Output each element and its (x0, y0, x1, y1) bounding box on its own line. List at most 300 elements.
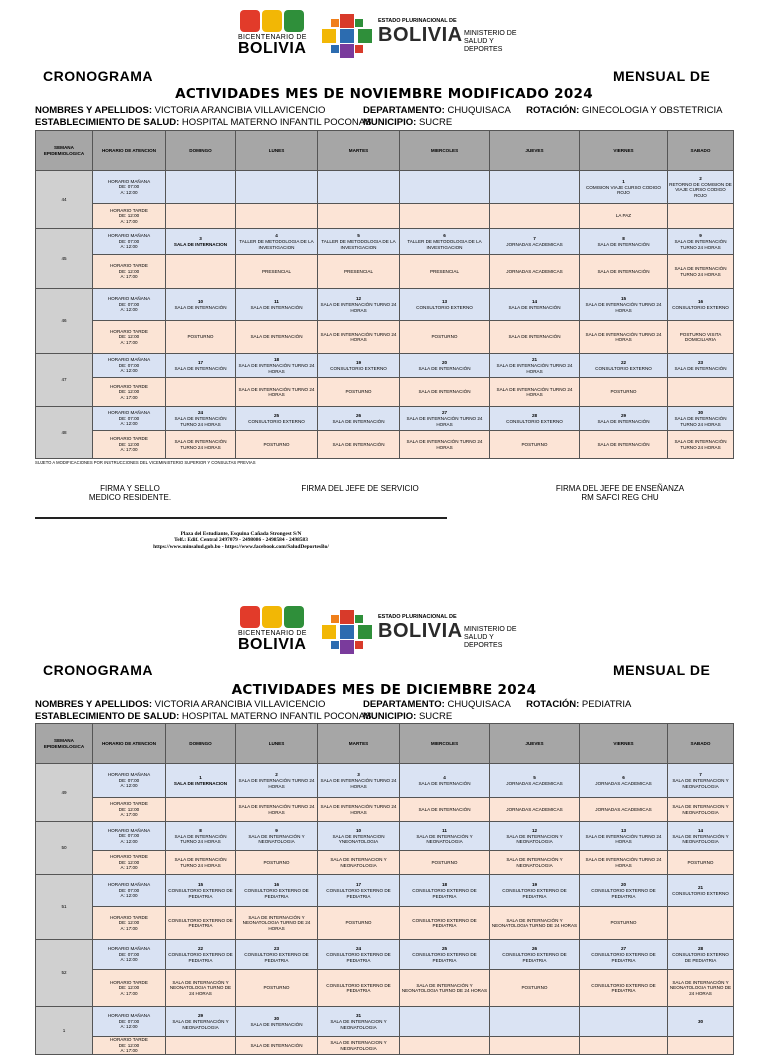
schedule-cell-afternoon: CONSULTORIO EXTERNO DE PEDIATRIA (400, 907, 490, 940)
schedule-cell-afternoon: SALA DE INTERNACIÓN Y NEONATOLOGIA TURNO DE 24 HORAS (236, 907, 318, 940)
horario-header: HORARIO DE ATENCION (93, 131, 166, 171)
schedule-cell-afternoon: POSTURNO (236, 970, 318, 1007)
signature-residente: FIRMA Y SELLO MEDICO RESIDENTE. (88, 484, 172, 502)
schedule-cell-morning (668, 171, 734, 204)
activity-text: SALA DE INTERNACIÓN (418, 780, 471, 786)
schedule-cell-afternoon: CONSULTORIO EXTERNO DE PEDIATRIA (318, 970, 400, 1007)
schedule-cell-afternoon (166, 255, 236, 289)
schedule-cell-morning (668, 1007, 734, 1037)
schedule-cell-afternoon: SALA DE INTERNACIÓN TURNO 24 HORAS (236, 798, 318, 822)
schedule-cell-morning (166, 822, 236, 851)
day-number: 13 (620, 827, 627, 833)
schedule-cell-afternoon (490, 1037, 580, 1055)
schedule-cell-morning (490, 875, 580, 907)
day-number: 18 (441, 882, 448, 888)
schedule-cell-afternoon: SALA DE INTERNACION Y NEONATOLOGIA (668, 798, 734, 822)
day-header: DOMINGO (166, 131, 236, 171)
schedule-cell-morning (400, 171, 490, 204)
schedule-cell-morning (236, 822, 318, 851)
schedule-cell-morning (400, 229, 490, 255)
activity-text: CONSULTORIO EXTERNO DE PEDIATRIA (168, 952, 233, 963)
schedule-cell-afternoon: POSTURNO (490, 431, 580, 459)
schedule-cell-morning (236, 1007, 318, 1037)
activity-text: SALA DE INTERNACION (173, 241, 228, 247)
activity-text: SALA DE INTERNACION YNEONATOLOGIA (332, 833, 385, 844)
day-number: 28 (531, 412, 538, 418)
activity-text: CONSULTORIO EXTERNO (672, 890, 729, 896)
day-header: MIERCOLES (400, 131, 490, 171)
day-number: 14 (697, 827, 704, 833)
schedule-cell-afternoon: SALA DE INTERNACIÓN Y NEONATOLOGIA TURNO DE 24 HORAS (490, 907, 580, 940)
day-number: 27 (620, 946, 627, 952)
schedule-cell-afternoon: SALA DE INTERNACIÓN (400, 798, 490, 822)
day-number: 19 (355, 359, 362, 365)
activity-text: CONSULTORIO EXTERNO DE PEDIATRIA (591, 888, 656, 899)
activity-text: SALA DE INTERNACIÓN (597, 241, 650, 247)
schedule-cell-morning (236, 940, 318, 970)
horario-tarde-cell: HORARIO TARDE DE: 12:00 A: 17:00 (93, 970, 166, 1007)
day-number: 5 (533, 774, 536, 780)
activity-text: SALA DE INTERNACIÓN TURNO 24 HORAS (585, 833, 662, 844)
activity-text: CONSULTORIO EXTERNO DE PEDIATRIA (168, 888, 233, 899)
day-number: 29 (620, 412, 627, 418)
schedule-cell-morning (236, 289, 318, 321)
schedule-cell-afternoon: SALA DE INTERNACIÓN TURNO 24 HORAS (580, 851, 668, 875)
schedule-cell-afternoon (318, 204, 400, 229)
horario-tarde-cell: HORARIO TARDE DE: 12:00 A: 17:00 (93, 321, 166, 354)
day-number: 6 (443, 233, 446, 239)
day-header: JUEVES (490, 131, 580, 171)
schedule-cell-morning (236, 171, 318, 204)
schedule-table-december (35, 723, 734, 1055)
schedule-cell-afternoon (668, 907, 734, 940)
schedule-cell-morning (318, 229, 400, 255)
schedule-cell-afternoon (400, 1037, 490, 1055)
activity-text: SALA DE INTERNACION Y NEONATOLOGIA (506, 833, 563, 844)
schedule-cell-afternoon: POSTURNO (166, 321, 236, 354)
schedule-cell-morning (166, 764, 236, 798)
day-number: 17 (197, 359, 204, 365)
horario-manana-cell: HORARIO MAÑANA DE: 07:00 A: 12:00 (93, 1007, 166, 1037)
schedule-cell-morning (318, 822, 400, 851)
cronograma-label: CRONOGRAMA (43, 662, 153, 678)
schedule-cell-morning (580, 229, 668, 255)
day-number: 11 (274, 298, 279, 304)
departamento-line: DEPARTAMENTO: CHUQUISACA ROTACIÓN: PEDIATRIA (363, 699, 632, 710)
activity-text: SALA DE INTERNACION Y NEONATOLOGIA (330, 1019, 387, 1030)
schedule-cell-afternoon: SALA DE INTERNACIÓN Y NEONATOLOGIA TURNO DE 24 HORAS (166, 970, 236, 1007)
schedule-cell-morning (400, 407, 490, 431)
activity-text: SALA DE INTERNACION Y NEONATOLOGIA (672, 778, 729, 789)
activity-text: TALLER DE METODOLOGIA DE LA INVESTIGACION (239, 239, 314, 250)
semana-cell: 52 (36, 940, 93, 1007)
horario-manana-cell: HORARIO MAÑANA DE: 07:00 A: 12:00 (93, 822, 166, 851)
schedule-cell-afternoon: POSTURNO VISITA DOMICILIARIA (668, 321, 734, 354)
activity-text: SALA DE INTERNACIÓN (508, 304, 561, 310)
day-header: LUNES (236, 724, 318, 764)
day-number: 30 (273, 1015, 280, 1021)
schedule-cell-afternoon (166, 204, 236, 229)
day-header: SABADO (668, 131, 734, 171)
activity-text: CONSULTORIO EXTERNO DE PEDIATRIA (326, 888, 391, 899)
day-header: VIERNES (580, 724, 668, 764)
schedule-cell-afternoon (400, 204, 490, 229)
day-number: 9 (699, 233, 702, 239)
schedule-cell-morning (490, 764, 580, 798)
day-number: 10 (197, 298, 204, 304)
activity-text: SALA DE INTERNACIÓN Y NEONATOLOGIA (248, 833, 305, 844)
estado-plurinacional-logo: ESTADO PLURINACIONAL DE BOLIVIA MINISTERIO DE SALUD Y DEPORTES (322, 14, 542, 60)
day-number: 7 (533, 235, 536, 241)
schedule-cell-afternoon (668, 204, 734, 229)
schedule-cell-afternoon: SALA DE INTERNACIÓN (236, 1037, 318, 1055)
day-number: 22 (197, 946, 204, 952)
day-number: 2 (275, 772, 278, 778)
day-number: 15 (197, 882, 204, 888)
activity-text: SALA DE INTERNACIÓN TURNO 24 HORAS (238, 778, 315, 789)
day-number: 12 (531, 827, 538, 833)
day-number: 8 (622, 235, 625, 241)
schedule-cell-afternoon: SALA DE INTERNACIÓN (580, 431, 668, 459)
activity-text: SALA DE INTERNACIÓN TURNO 24 HORAS (585, 302, 662, 313)
schedule-cell-morning (318, 407, 400, 431)
day-number: 18 (273, 357, 280, 363)
schedule-cell-morning (668, 875, 734, 907)
activity-text: CONSULTORIO EXTERNO DE PEDIATRIA (591, 952, 656, 963)
schedule-cell-morning (318, 354, 400, 378)
municipio-line: MUNICIPIO: SUCRE (363, 117, 453, 128)
schedule-cell-afternoon: PRESENCIAL (400, 255, 490, 289)
schedule-cell-morning (318, 940, 400, 970)
semana-cell: 47 (36, 354, 93, 407)
activity-text: SALA DE INTERNACIÓN TURNO 24 HORAS (674, 239, 727, 250)
establecimiento-line: ESTABLECIMIENTO DE SALUD: HOSPITAL MATERNO INFANTIL POCONAS (35, 117, 372, 128)
semana-header: SEMANA EPIDEMIOLOGICA (36, 724, 93, 764)
day-number: 3 (357, 772, 360, 778)
schedule-cell-morning (490, 1007, 580, 1037)
day-number: 30 (697, 410, 704, 416)
day-number: 19 (531, 882, 538, 888)
day-number: 12 (355, 296, 362, 302)
schedule-cell-afternoon: POSTURNO (580, 907, 668, 940)
schedule-cell-afternoon: SALA DE INTERNACIÓN TURNO 24 HORAS (236, 378, 318, 407)
month-title: ACTIVIDADES MES DE NOVIEMBRE MODIFICADO 2024 (175, 86, 593, 102)
day-header: MARTES (318, 131, 400, 171)
schedule-cell-morning (318, 1007, 400, 1037)
schedule-cell-afternoon: POSTURNO (580, 378, 668, 407)
departamento-line: DEPARTAMENTO: CHUQUISACA ROTACIÓN: GINECOLOGIA Y OBSTETRICIA (363, 105, 723, 116)
day-header: MIERCOLES (400, 724, 490, 764)
day-number: 28 (697, 946, 704, 952)
day-number: 25 (441, 946, 448, 952)
horario-manana-cell: HORARIO MAÑANA DE: 07:00 A: 12:00 (93, 875, 166, 907)
schedule-cell-afternoon: SALA DE INTERNACIÓN TURNO 24 HORAS (166, 431, 236, 459)
activity-text: SALA DE INTERNACIÓN (250, 1021, 303, 1027)
day-number: 20 (620, 882, 627, 888)
schedule-cell-morning (490, 822, 580, 851)
wiphala-emblem-icon (322, 14, 372, 58)
semana-cell: 49 (36, 764, 93, 822)
schedule-cell-afternoon: SALA DE INTERNACIÓN Y NEONATOLOGIA TURNO DE 24 HORAS (400, 970, 490, 1007)
day-header: VIERNES (580, 131, 668, 171)
schedule-cell-morning (166, 229, 236, 255)
schedule-cell-afternoon: SALA DE INTERNACIÓN TURNO 24 HORAS (490, 378, 580, 407)
schedule-cell-afternoon: SALA DE INTERNACIÓN (236, 321, 318, 354)
schedule-cell-afternoon: SALA DE INTERNACIÓN TURNO 24 HORAS (166, 851, 236, 875)
day-number: 31 (355, 1013, 362, 1019)
schedule-cell-morning (400, 1007, 490, 1037)
schedule-cell-afternoon: SALA DE INTERNACIÓN TURNO 24 HORAS (668, 255, 734, 289)
footer-note: SUJETO A MODIFICACIONES POR INSTRUCCIONES DEL VICEMINISTERIO SUPERIOR Y CONSULTAS PREVIAS (35, 460, 256, 465)
schedule-cell-afternoon (166, 378, 236, 407)
semana-cell: 1 (36, 1007, 93, 1055)
mensual-label: MENSUAL DE (613, 662, 711, 678)
day-number: 1 (199, 774, 202, 780)
schedule-cell-afternoon: POSTURNO (490, 970, 580, 1007)
schedule-cell-afternoon: POSTURNO (668, 851, 734, 875)
schedule-cell-morning (400, 940, 490, 970)
activity-text: SALA DE INTERNACIÓN Y NEONATOLOGIA (672, 833, 729, 844)
activity-text: SALA DE INTERNACIÓN (332, 418, 385, 424)
activity-text: SALA DE INTERNACIÓN (174, 365, 227, 371)
schedule-cell-afternoon: SALA DE INTERNACION Y NEONATOLOGIA (318, 1037, 400, 1055)
schedule-cell-morning (668, 354, 734, 378)
schedule-cell-morning (400, 875, 490, 907)
day-number: 2 (699, 175, 702, 181)
header-logos (238, 606, 538, 660)
activity-text: CONSULTORIO EXTERNO DE PEDIATRIA (672, 952, 729, 963)
activity-text: SALA DE INTERNACIÓN (597, 418, 650, 424)
semana-cell: 44 (36, 171, 93, 229)
activity-text: SALA DE INTERNACIÓN TURNO 24 HORAS (674, 416, 727, 427)
schedule-cell-morning (166, 940, 236, 970)
horario-manana-cell: HORARIO MAÑANA DE: 07:00 A: 12:00 (93, 940, 166, 970)
schedule-cell-morning (580, 764, 668, 798)
schedule-cell-morning (400, 289, 490, 321)
schedule-cell-afternoon: LA PAZ (580, 204, 668, 229)
schedule-cell-morning (580, 940, 668, 970)
schedule-cell-afternoon: POSTURNO (318, 907, 400, 940)
day-number: 20 (441, 359, 448, 365)
day-header: MARTES (318, 724, 400, 764)
day-number: 4 (275, 233, 278, 239)
schedule-table-november (35, 130, 734, 459)
schedule-cell-afternoon (668, 1037, 734, 1055)
activity-text: CONSULTORIO EXTERNO DE PEDIATRIA (412, 952, 477, 963)
activity-text: SALA DE INTERNACIÓN TURNO 24 HORAS (406, 416, 483, 427)
semana-header: SEMANA EPIDEMIOLOGICA (36, 131, 93, 171)
divider (35, 517, 447, 519)
day-number: 26 (355, 412, 362, 418)
day-number: 17 (355, 882, 362, 888)
activity-text: CONSULTORIO EXTERNO (416, 304, 473, 310)
schedule-cell-morning (580, 171, 668, 204)
horario-tarde-cell: HORARIO TARDE DE: 12:00 A: 17:00 (93, 851, 166, 875)
activity-text: JORNADAS ACADEMICAS (595, 780, 652, 786)
activity-text: CONSULTORIO EXTERNO DE PEDIATRIA (244, 952, 309, 963)
estado-plurinacional-logo: ESTADO PLURINACIONAL DE BOLIVIA MINISTERIO DE SALUD Y DEPORTES (322, 610, 542, 656)
semana-cell: 46 (36, 289, 93, 354)
day-number: 27 (441, 410, 448, 416)
day-number: 23 (697, 359, 704, 365)
schedule-cell-afternoon: SALA DE INTERNACIÓN (580, 255, 668, 289)
schedule-cell-afternoon: POSTURNO (400, 321, 490, 354)
activity-text: SALA DE INTERNACION (173, 780, 228, 786)
schedule-cell-morning (236, 875, 318, 907)
ministry-address: Plaza del Estudiante, Esquina Cañada Strongest S/N Telf.: Edif. Central 2497079 - 2498086 - 2498584 - 2498583 https://www.minsalud.gob.bo - https://www.facebook.com/SaludDeportesBo/ (153, 531, 329, 550)
schedule-cell-afternoon (236, 204, 318, 229)
bicentenario-logo: BICENTENARIO DE BOLIVIA (238, 606, 308, 658)
activity-text: CONSULTORIO EXTERNO DE PEDIATRIA (502, 888, 567, 899)
schedule-cell-afternoon: SALA DE INTERNACIÓN (490, 321, 580, 354)
day-number: 16 (697, 298, 704, 304)
schedule-cell-morning (318, 289, 400, 321)
schedule-cell-afternoon (166, 1037, 236, 1055)
horario-manana-cell: HORARIO MAÑANA DE: 07:00 A: 12:00 (93, 229, 166, 255)
activity-text: SALA DE INTERNACIÓN TURNO 24 HORAS (238, 363, 315, 374)
schedule-cell-morning (580, 1007, 668, 1037)
schedule-cell-afternoon: POSTURNO (318, 378, 400, 407)
day-number: 22 (620, 359, 627, 365)
schedule-cell-morning (166, 171, 236, 204)
day-header: JUEVES (490, 724, 580, 764)
schedule-cell-afternoon: SALA DE INTERNACIÓN Y NEONATOLOGIA (490, 851, 580, 875)
day-number: 30 (697, 1018, 704, 1024)
schedule-cell-morning (490, 940, 580, 970)
day-number: 16 (273, 882, 280, 888)
schedule-cell-morning (580, 875, 668, 907)
activity-text: RETORNO DE COMISION DE VIAJE CURSO CODIGO ROJO (669, 181, 732, 198)
schedule-cell-morning (490, 229, 580, 255)
schedule-cell-afternoon: SALA DE INTERNACIÓN TURNO 24 HORAS (318, 321, 400, 354)
schedule-cell-morning (166, 354, 236, 378)
day-number: 24 (355, 946, 362, 952)
activity-text: CONSULTORIO EXTERNO (595, 365, 652, 371)
activity-text: CONSULTORIO EXTERNO (248, 418, 305, 424)
nombre-line: NOMBRES Y APELLIDOS: VICTORIA ARANCIBIA VILLAVICENCIO (35, 105, 326, 116)
schedule-cell-morning (400, 354, 490, 378)
schedule-cell-afternoon (166, 798, 236, 822)
day-number: 14 (531, 298, 538, 304)
activity-text: SALA DE INTERNACIÓN TURNO 24 HORAS (174, 833, 227, 844)
schedule-cell-afternoon: POSTURNO (400, 851, 490, 875)
schedule-cell-morning (580, 289, 668, 321)
schedule-cell-afternoon: SALA DE INTERNACIÓN (400, 378, 490, 407)
day-number: 11 (442, 827, 447, 833)
schedule-cell-afternoon: SALA DE INTERNACION Y NEONATOLOGIA (318, 851, 400, 875)
header-logos (238, 10, 538, 64)
activity-text: CONSULTORIO EXTERNO DE PEDIATRIA (502, 952, 567, 963)
schedule-cell-morning (400, 822, 490, 851)
day-number: 3 (199, 235, 202, 241)
schedule-cell-afternoon: POSTURNO (236, 431, 318, 459)
day-number: 4 (443, 774, 446, 780)
activity-text: CONSULTORIO EXTERNO DE PEDIATRIA (326, 952, 391, 963)
schedule-cell-afternoon (668, 378, 734, 407)
schedule-cell-morning (236, 354, 318, 378)
semana-cell: 50 (36, 822, 93, 875)
establecimiento-line: ESTABLECIMIENTO DE SALUD: HOSPITAL MATERNO INFANTIL POCONAS (35, 711, 372, 722)
activity-text: SALA DE INTERNACIÓN (250, 304, 303, 310)
schedule-cell-morning (318, 764, 400, 798)
horario-tarde-cell: HORARIO TARDE DE: 12:00 A: 17:00 (93, 378, 166, 407)
activity-text: CONSULTORIO EXTERNO (506, 418, 563, 424)
activity-text: COMISION VIAJE CURSO CODIGO ROJO (585, 184, 662, 195)
schedule-cell-morning (490, 289, 580, 321)
page-december (0, 596, 768, 1054)
activity-text: SALA DE INTERNACIÓN TURNO 24 HORAS (496, 363, 573, 374)
activity-text: CONSULTORIO EXTERNO (672, 304, 729, 310)
schedule-cell-morning (236, 764, 318, 798)
horario-manana-cell: HORARIO MAÑANA DE: 07:00 A: 12:00 (93, 407, 166, 431)
day-number: 5 (357, 233, 360, 239)
schedule-cell-afternoon: SALA DE INTERNACIÓN TURNO 24 HORAS (580, 321, 668, 354)
schedule-cell-afternoon (490, 204, 580, 229)
horario-manana-cell: HORARIO MAÑANA DE: 07:00 A: 12:00 (93, 354, 166, 378)
day-header: SABADO (668, 724, 734, 764)
semana-cell: 48 (36, 407, 93, 459)
day-number: 21 (531, 357, 538, 363)
activity-text: TALLER DE METODOLOGIA DE LA INVESTIGACION (407, 239, 482, 250)
day-header: DOMINGO (166, 724, 236, 764)
schedule-cell-afternoon: JORNADAS ACADEMICAS (490, 255, 580, 289)
schedule-cell-morning (668, 289, 734, 321)
semana-cell: 51 (36, 875, 93, 940)
activity-text: CONSULTORIO EXTERNO (330, 365, 387, 371)
schedule-cell-morning (166, 875, 236, 907)
schedule-cell-morning (490, 171, 580, 204)
schedule-cell-morning (236, 407, 318, 431)
schedule-cell-afternoon: PRESENCIAL (236, 255, 318, 289)
schedule-cell-morning (580, 354, 668, 378)
cronograma-label: CRONOGRAMA (43, 68, 153, 84)
month-title: ACTIVIDADES MES DE DICIEMBRE 2024 (231, 682, 537, 698)
activity-text: SALA DE INTERNACIÓN TURNO 24 HORAS (174, 416, 227, 427)
schedule-cell-morning (166, 407, 236, 431)
activity-text: SALA DE INTERNACIÓN (674, 365, 727, 371)
schedule-cell-afternoon: SALA DE INTERNACIÓN TURNO 24 HORAS (668, 431, 734, 459)
schedule-cell-morning (166, 289, 236, 321)
schedule-cell-morning (490, 407, 580, 431)
activity-text: SALA DE INTERNACIÓN Y NEONATOLOGIA (172, 1019, 229, 1030)
schedule-cell-morning (668, 940, 734, 970)
schedule-cell-afternoon: POSTURNO (236, 851, 318, 875)
activity-text: CONSULTORIO EXTERNO DE PEDIATRIA (412, 888, 477, 899)
horario-tarde-cell: HORARIO TARDE DE: 12:00 A: 17:00 (93, 798, 166, 822)
activity-text: SALA DE INTERNACIÓN Y NEONATOLOGIA (416, 833, 473, 844)
horario-tarde-cell: HORARIO TARDE DE: 12:00 A: 17:00 (93, 431, 166, 459)
activity-text: TALLER DE METODOLOGIA DE LA INVESTIGACION (321, 239, 396, 250)
schedule-cell-morning (668, 764, 734, 798)
activity-text: SALA DE INTERNACIÓN TURNO 24 HORAS (320, 302, 397, 313)
horario-tarde-cell: HORARIO TARDE DE: 12:00 A: 17:00 (93, 1037, 166, 1055)
day-header: LUNES (236, 131, 318, 171)
day-number: 15 (620, 296, 627, 302)
schedule-cell-morning (236, 229, 318, 255)
schedule-cell-morning (580, 407, 668, 431)
activity-text: SALA DE INTERNACIÓN (418, 365, 471, 371)
schedule-cell-afternoon: CONSULTORIO EXTERNO DE PEDIATRIA (580, 970, 668, 1007)
wiphala-emblem-icon (322, 610, 372, 654)
schedule-cell-afternoon: SALA DE INTERNACIÓN TURNO 24 HORAS (400, 431, 490, 459)
horario-tarde-cell: HORARIO TARDE DE: 12:00 A: 17:00 (93, 907, 166, 940)
schedule-cell-morning (580, 822, 668, 851)
schedule-cell-afternoon: CONSULTORIO EXTERNO DE PEDIATRIA (166, 907, 236, 940)
activity-text: SALA DE INTERNACIÓN TURNO 24 HORAS (320, 778, 397, 789)
schedule-cell-morning (668, 407, 734, 431)
day-number: 9 (275, 827, 278, 833)
mensual-label: MENSUAL DE (613, 68, 711, 84)
